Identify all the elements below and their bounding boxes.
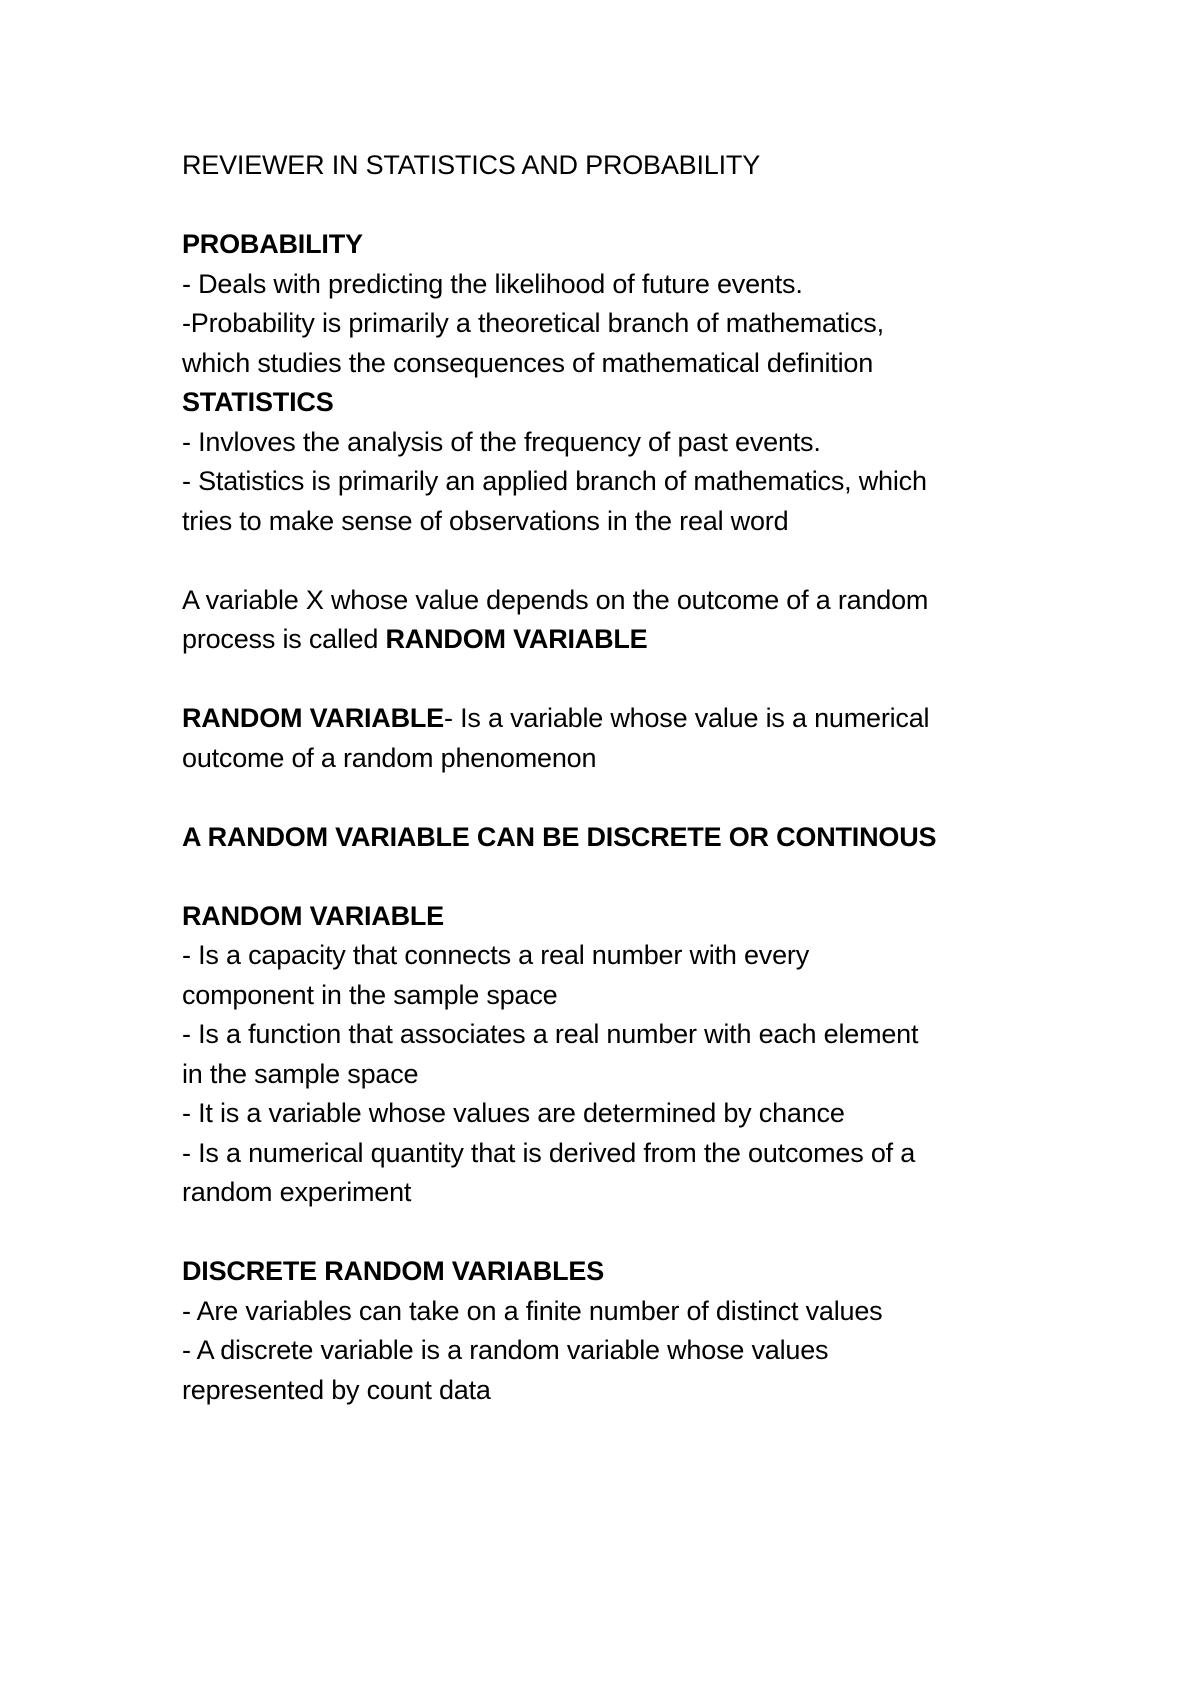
discrete-or-continuous-heading: A RANDOM VARIABLE CAN BE DISCRETE OR CONTINOUS [182, 821, 937, 852]
probability-line: - Deals with predicting the likelihood of future events. [182, 268, 803, 299]
random-definition-line [182, 699, 1082, 739]
spacer [182, 1213, 1082, 1253]
random-variable-line: random experiment [182, 1177, 412, 1207]
document-page [182, 146, 1082, 1410]
discrete-line: - A discrete variable is a random variable whose values [182, 1335, 829, 1365]
discrete-heading: DISCRETE RANDOM VARIABLES [182, 1256, 605, 1286]
statistics-line: - Statistics is primarily an applied branch of mathematics, which [182, 466, 927, 496]
probability-heading: PROBABILITY [182, 229, 363, 259]
spacer [182, 186, 1082, 226]
statistics-line: - Invloves the analysis of the frequency of past events. [182, 426, 821, 457]
random-definition-text: - Is a variable whose value is a numerical [444, 703, 930, 733]
random-variable-line: in the sample space [182, 1058, 419, 1089]
probability-line: which studies the consequences of mathematical definition [182, 347, 874, 378]
probability-line: -Probability is primarily a theoretical branch of mathematics, [182, 308, 884, 338]
spacer [182, 778, 1082, 818]
discrete-line: represented by count data [182, 1374, 491, 1405]
statistics-line: tries to make sense of observations in the real word [182, 505, 789, 536]
statistics-heading: STATISTICS [182, 387, 334, 417]
random-intro-term: RANDOM VARIABLE [385, 624, 648, 654]
random-variable-line: - It is a variable whose values are determined by chance [182, 1098, 845, 1128]
random-intro-line [182, 620, 1082, 660]
random-intro-text: process is called [182, 624, 386, 654]
random-variable-heading: RANDOM VARIABLE [182, 900, 444, 931]
random-definition-line: outcome of a random phenomenon [182, 742, 597, 773]
random-variable-line: component in the sample space [182, 979, 558, 1010]
spacer [182, 660, 1082, 700]
random-variable-line: - Is a numerical quantity that is derived from the outcomes of a [182, 1137, 916, 1168]
random-definition-term: RANDOM VARIABLE [182, 703, 444, 733]
spacer [182, 857, 1082, 897]
discrete-line: - Are variables can take on a finite number of distinct values [182, 1295, 883, 1326]
document-title: REVIEWER IN STATISTICS AND PROBABILITY [182, 150, 761, 180]
random-variable-line: - Is a capacity that connects a real number with every [182, 940, 809, 970]
spacer [182, 541, 1082, 581]
random-intro-line: A variable X whose value depends on the outcome of a random [182, 584, 929, 615]
random-variable-line: - Is a function that associates a real number with each element [182, 1019, 919, 1049]
